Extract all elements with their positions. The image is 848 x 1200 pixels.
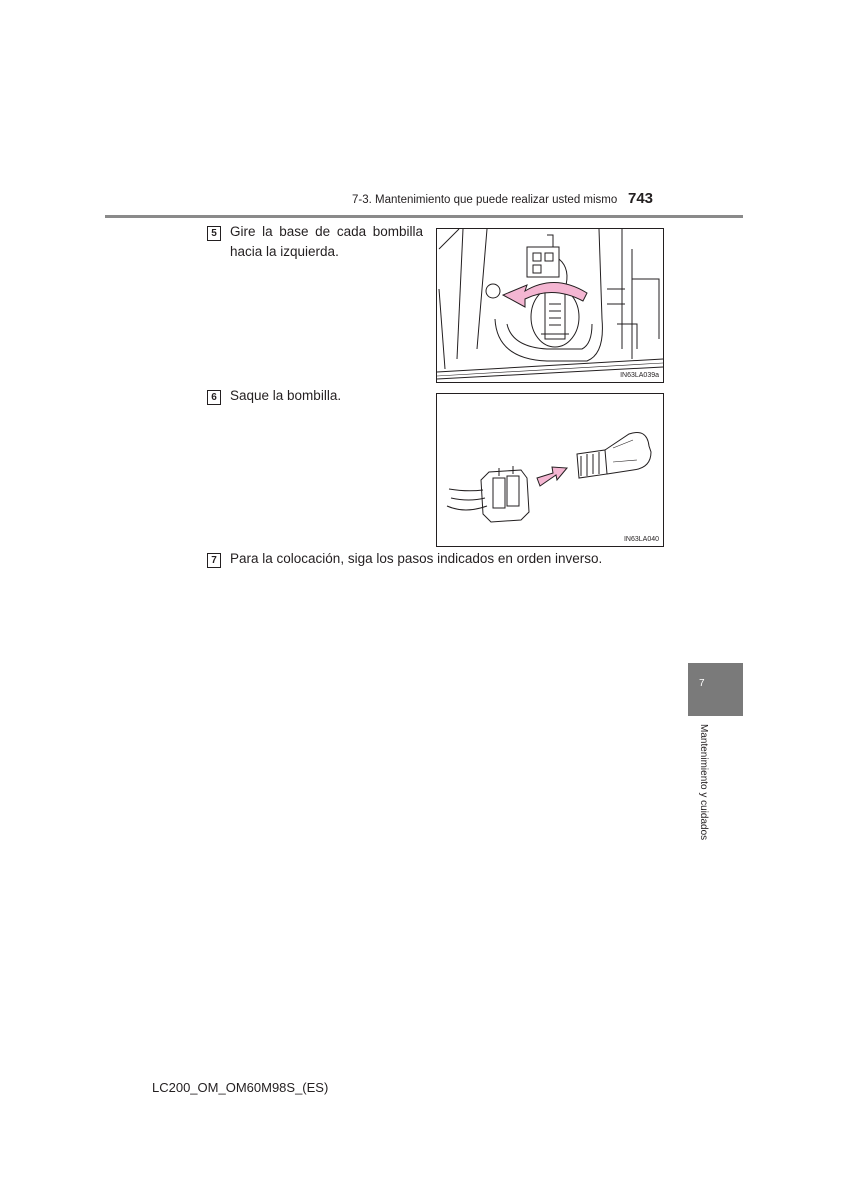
document-code: LC200_OM_OM60M98S_(ES) <box>152 1080 329 1095</box>
chapter-tab-number: 7 <box>699 678 705 689</box>
illustration-bulb-remove <box>437 394 663 546</box>
step-number-7: 7 <box>207 553 221 568</box>
step-5-line-1: Gire la base de cada bombilla <box>230 224 423 239</box>
step-number-6: 6 <box>207 390 221 405</box>
step-number-5: 5 <box>207 226 221 241</box>
figure-code: IN63LA040 <box>623 536 659 543</box>
figure-code: IN63LA039a <box>620 372 659 379</box>
step-7-text: Para la colocación, siga los pasos indicados en orden inverso. <box>230 551 603 566</box>
figure-bulb-remove <box>436 393 664 547</box>
header-divider <box>105 215 743 218</box>
step-6-text: Saque la bombilla. <box>230 388 342 403</box>
section-title: 7-3. Mantenimiento que puede realizar usted mismo <box>352 194 618 206</box>
illustration-bulb-rotate <box>437 229 663 382</box>
page-number: 743 <box>628 190 654 207</box>
chapter-label: Mantenimiento y cuidados <box>698 724 709 841</box>
step-5-line-2: hacia la izquierda. <box>230 244 339 259</box>
figure-bulb-rotate <box>436 228 664 383</box>
chapter-tab <box>688 663 743 716</box>
